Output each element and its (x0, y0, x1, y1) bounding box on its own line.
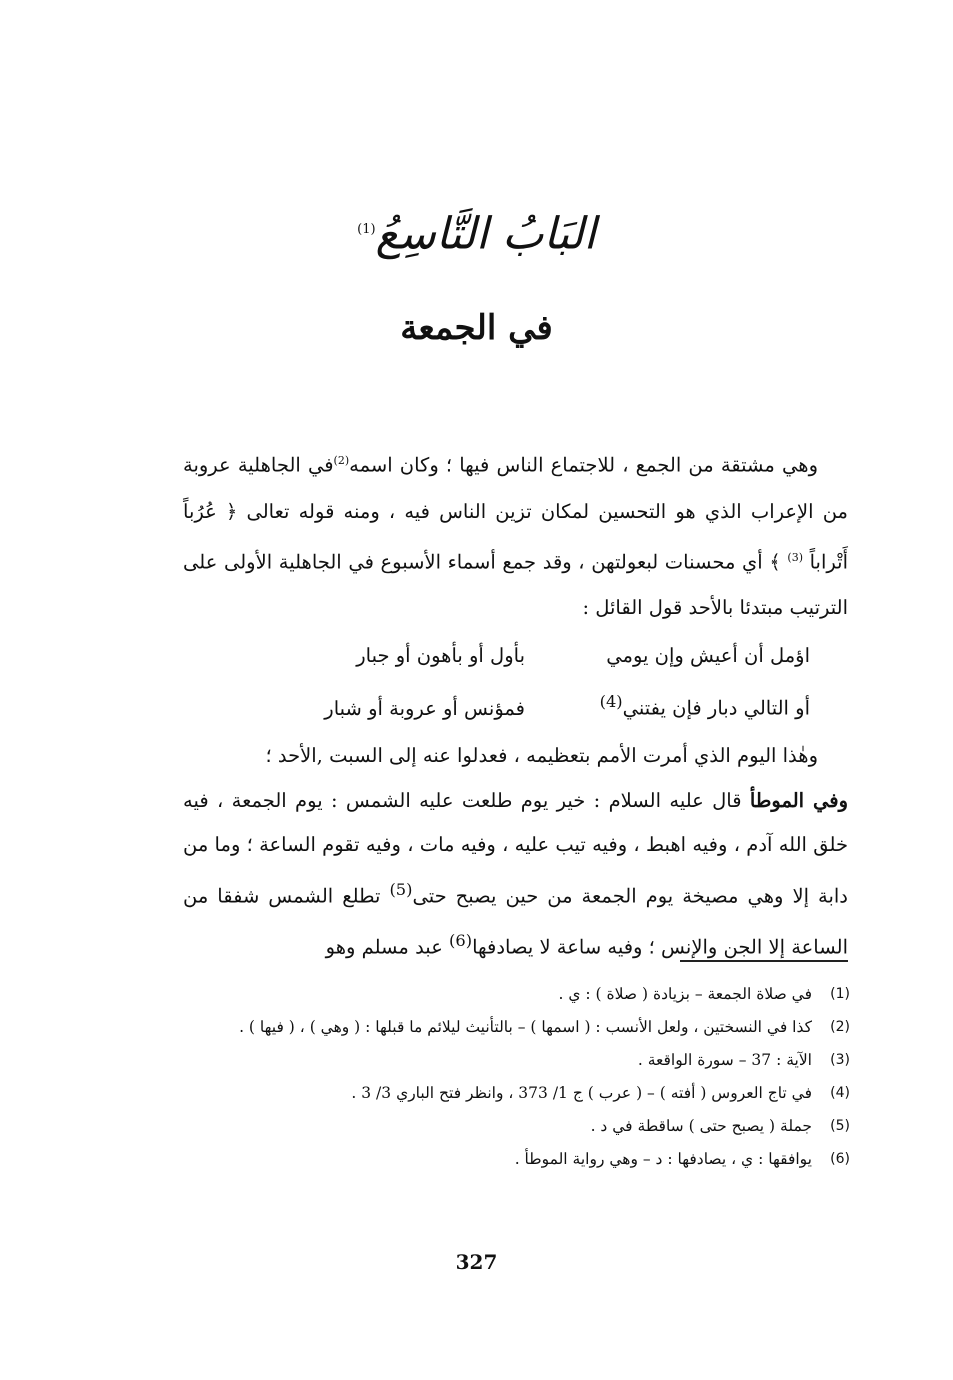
continuation-paragraph-2 (183, 779, 848, 970)
footnote-divider (680, 960, 848, 962)
footnote-text: في تاج العروس ( أفته ) – ( عرب ) ج 1/ 373 ، وانظر فتح الباري 3/ 3 . (351, 1084, 812, 1102)
verse-1-second-hemistich: بأول أو بأهون أو جبار (356, 644, 525, 667)
footnote-number: (3) (830, 1052, 850, 1068)
footnote-text: كذا في النسختين ، ولعل الأنسب : ( اسمها ) – بالتأنيث ليلائم ما قبلها : ( وهي ) ، ( فيها ) . (239, 1018, 812, 1036)
chapter-title-text: البَابُ التَّاسِعُ (375, 208, 596, 260)
intro-text-a: وهي مشتقة من الجمع ، للاجتماع الناس فيها ؛ وكان اسمه (349, 453, 818, 477)
footnote-item (195, 1077, 850, 1110)
footnote-ref-3: (3) (787, 550, 803, 564)
source-name: وفي الموطأ (749, 788, 848, 812)
footnote-ref-2: (2) (333, 454, 350, 467)
footnote-number: (6) (830, 1151, 850, 1167)
verse-1-first-hemistich: اؤمل أن أعيش وإن يومي (606, 644, 810, 667)
footnote-text: في صلاة الجمعة – بزيادة ( صلاة ) : ي . (558, 985, 812, 1003)
footnote-ref-4: (4) (599, 692, 623, 711)
chapter-title (0, 195, 953, 270)
footnote-text: يوافقها : ي ، يصادفها : د – وهي رواية الموطأ . (514, 1150, 812, 1168)
continuation-paragraph-1: وهٰذا اليوم الذي أمرت الأمم بتعظيمه ، فعدلوا عنه إلى السبت ,الأحد ؛ (265, 744, 818, 767)
footnote-number: (2) (830, 1019, 850, 1035)
footnote-item (195, 1143, 850, 1176)
footnote-item (195, 1110, 850, 1143)
hadith-text-c: عبد مسلم وهو (325, 935, 450, 958)
verse-2-second-hemistich: فمؤنس أو عروبة أو شبار (324, 696, 525, 720)
hadith-text-b: تطلع الشمس شفقا من الساعة إلا الجن والإنس ؛ وفيه ساعة لا يصادفها (183, 884, 848, 958)
footnote-ref-6: (6) (449, 930, 473, 950)
hadith-text-a: قال عليه السلام : خير يوم طلعت عليه الشمس : يوم الجمعة ، فيه خلق الله آدم ، وفيه اهبط ، وفيه تيب عليه ، وفيه مات ، وفيه تقوم الساعة ؛ وما من دابة إلا وهي مصيخة يوم الجمعة من حين يصبح حتى (183, 788, 848, 907)
footnote-number: (5) (830, 1118, 850, 1134)
footnote-text: الآية : 37 – سورة الواقعة . (637, 1051, 812, 1069)
intro-paragraph (183, 438, 848, 631)
continuation-block (183, 734, 848, 970)
chapter-title-footnote-ref: (1) (357, 222, 376, 237)
verse-line-1 (220, 636, 810, 676)
page-number: 327 (455, 1250, 498, 1274)
chapter-subtitle: في الجمعة (400, 308, 553, 348)
footnote-number: (1) (830, 986, 850, 1002)
footnote-ref-5: (5) (389, 879, 413, 899)
verse-line-2 (220, 682, 810, 729)
footnote-item (195, 978, 850, 1011)
footnote-item (195, 1044, 850, 1077)
footnote-item (195, 1011, 850, 1044)
footnote-text: جملة ( يصبح حتى ) ساقطة في د . (590, 1117, 812, 1135)
footnotes (195, 978, 850, 1176)
verse-2-first-text: أو التالي دبار فإن يفتني (622, 696, 810, 720)
intro-text-b: في الجاهلية عروبة من الإعراب الذي هو التحسين لمكان تزين الناس فيه ، ومنه قوله تعالى ﴿ عُرُباً أَتْراباً (183, 453, 848, 573)
intro-text-c: ﴾ أي محسنات لبعولتهن ، وقد جمع أسماء الأسبوع في الجاهلية الأولى على الترتيب مبتدئا بالأحد قول القائل : (183, 550, 848, 619)
verse-2-first-hemistich (525, 682, 810, 729)
footnote-number: (4) (830, 1085, 850, 1101)
intro-paragraph-block (183, 438, 848, 631)
